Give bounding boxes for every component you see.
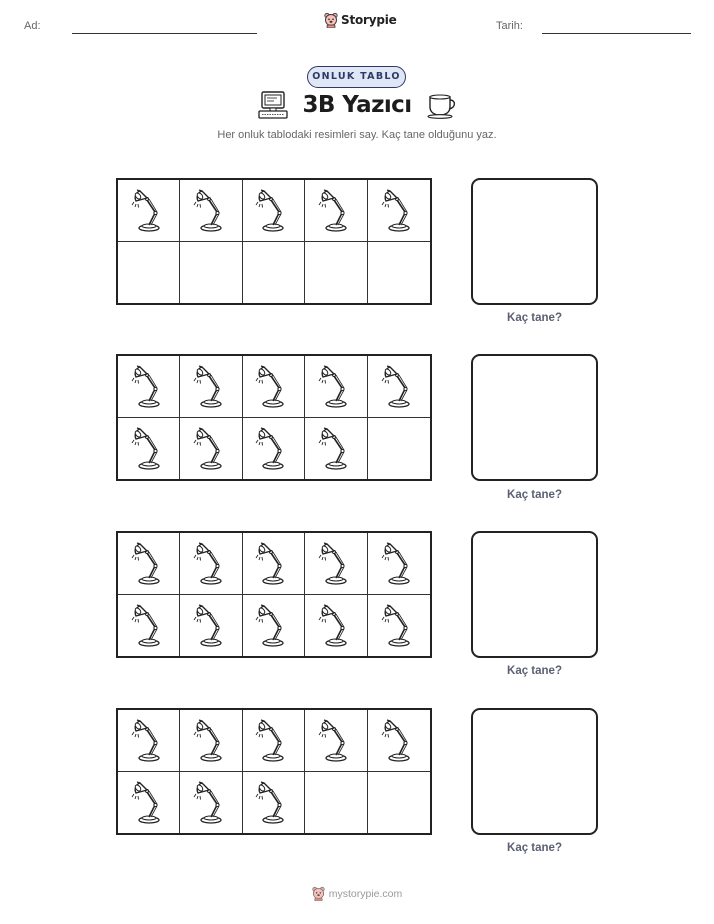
desk-lamp-icon bbox=[193, 187, 229, 233]
desk-lamp-icon bbox=[318, 540, 354, 586]
question-label: Kaç tane? bbox=[507, 312, 562, 324]
question-label: Kaç tane? bbox=[507, 842, 562, 854]
frame-cell bbox=[118, 418, 180, 480]
desk-lamp-icon bbox=[381, 540, 417, 586]
frame-cell bbox=[368, 772, 430, 834]
desk-lamp-icon bbox=[255, 717, 291, 763]
coffee-cup-icon bbox=[426, 91, 458, 119]
footer-url: mystorypie.com bbox=[328, 887, 403, 900]
desk-lamp-icon bbox=[131, 717, 167, 763]
name-line[interactable] bbox=[72, 33, 257, 34]
brand-name: Storypie bbox=[341, 13, 397, 27]
desk-lamp-icon bbox=[131, 540, 167, 586]
frame-cell bbox=[243, 710, 305, 772]
frame-cell bbox=[180, 710, 242, 772]
desk-lamp-icon bbox=[318, 425, 354, 471]
frame-cell bbox=[305, 710, 367, 772]
desk-lamp-icon bbox=[255, 425, 291, 471]
frame-cell bbox=[118, 242, 180, 304]
frame-cell bbox=[180, 356, 242, 418]
date-label: Tarih: bbox=[496, 20, 523, 32]
desk-lamp-icon bbox=[131, 779, 167, 825]
title-row bbox=[0, 90, 714, 120]
frame-cell bbox=[243, 533, 305, 595]
frame-cell bbox=[368, 533, 430, 595]
name-label: Ad: bbox=[24, 20, 41, 32]
frame-cell bbox=[118, 356, 180, 418]
desk-lamp-icon bbox=[255, 187, 291, 233]
frame-cell bbox=[368, 180, 430, 242]
frame-cell bbox=[118, 533, 180, 595]
desk-lamp-icon bbox=[193, 425, 229, 471]
instruction-text: Her onluk tablodaki resimleri say. Kaç tane olduğunu yaz. bbox=[217, 129, 497, 141]
desk-lamp-icon bbox=[318, 602, 354, 648]
frame-cell bbox=[180, 595, 242, 657]
desk-lamp-icon bbox=[131, 187, 167, 233]
frame-cell bbox=[180, 772, 242, 834]
desk-lamp-icon bbox=[193, 363, 229, 409]
desk-lamp-icon bbox=[381, 602, 417, 648]
desk-lamp-icon bbox=[255, 363, 291, 409]
desk-lamp-icon bbox=[381, 363, 417, 409]
bear-icon bbox=[324, 12, 338, 28]
computer-icon bbox=[257, 90, 289, 120]
frame-cell bbox=[118, 180, 180, 242]
frame-cell bbox=[243, 418, 305, 480]
frame-cell bbox=[180, 533, 242, 595]
question-label: Kaç tane? bbox=[507, 665, 562, 677]
frame-cell bbox=[243, 772, 305, 834]
frame-cell bbox=[368, 242, 430, 304]
desk-lamp-icon bbox=[131, 363, 167, 409]
desk-lamp-icon bbox=[193, 717, 229, 763]
brand-logo bbox=[324, 12, 397, 28]
frame-cell bbox=[305, 595, 367, 657]
desk-lamp-icon bbox=[193, 779, 229, 825]
frame-cell bbox=[118, 710, 180, 772]
frame-cell bbox=[243, 356, 305, 418]
desk-lamp-icon bbox=[193, 602, 229, 648]
ten-frame bbox=[116, 708, 432, 835]
desk-lamp-icon bbox=[381, 717, 417, 763]
frame-cell bbox=[305, 180, 367, 242]
frame-cell bbox=[180, 180, 242, 242]
frame-cell bbox=[118, 595, 180, 657]
answer-box[interactable] bbox=[471, 531, 598, 658]
ten-frame bbox=[116, 531, 432, 658]
desk-lamp-icon bbox=[318, 717, 354, 763]
frame-cell bbox=[368, 595, 430, 657]
desk-lamp-icon bbox=[255, 779, 291, 825]
frame-cell bbox=[305, 772, 367, 834]
ten-frame bbox=[116, 178, 432, 305]
answer-box[interactable] bbox=[471, 708, 598, 835]
frame-cell bbox=[368, 710, 430, 772]
frame-cell bbox=[243, 595, 305, 657]
frame-cell bbox=[305, 242, 367, 304]
ten-frame bbox=[116, 354, 432, 481]
frame-cell bbox=[305, 533, 367, 595]
desk-lamp-icon bbox=[255, 602, 291, 648]
category-badge: ONLUK TABLO bbox=[307, 66, 406, 88]
bear-icon bbox=[312, 886, 325, 901]
desk-lamp-icon bbox=[381, 187, 417, 233]
frame-cell bbox=[118, 772, 180, 834]
desk-lamp-icon bbox=[193, 540, 229, 586]
desk-lamp-icon bbox=[131, 425, 167, 471]
desk-lamp-icon bbox=[318, 363, 354, 409]
desk-lamp-icon bbox=[318, 187, 354, 233]
answer-box[interactable] bbox=[471, 178, 598, 305]
footer bbox=[0, 886, 714, 901]
desk-lamp-icon bbox=[131, 602, 167, 648]
answer-box[interactable] bbox=[471, 354, 598, 481]
frame-cell bbox=[368, 356, 430, 418]
desk-lamp-icon bbox=[255, 540, 291, 586]
frame-cell bbox=[243, 180, 305, 242]
frame-cell bbox=[180, 418, 242, 480]
frame-cell bbox=[305, 356, 367, 418]
page-title: 3B Yazıcı bbox=[302, 92, 412, 118]
frame-cell bbox=[305, 418, 367, 480]
date-line[interactable] bbox=[542, 33, 691, 34]
frame-cell bbox=[243, 242, 305, 304]
frame-cell bbox=[180, 242, 242, 304]
question-label: Kaç tane? bbox=[507, 489, 562, 501]
frame-cell bbox=[368, 418, 430, 480]
